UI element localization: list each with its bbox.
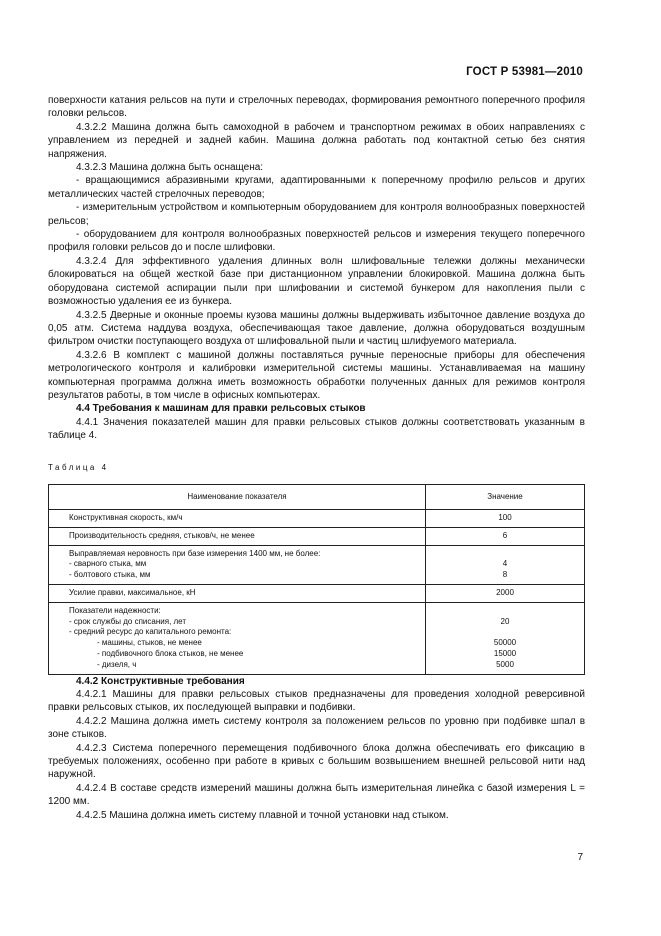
table-cell-value <box>426 602 585 674</box>
table-cell-value: 6 <box>426 527 585 545</box>
row-sublabel: - средний ресурс до капитального ремонта: <box>69 627 232 637</box>
paragraph-4-3-2-6: 4.3.2.6 В комплект с машиной должны поставляться ручные переносные приборы для обеспечения метрологического контроля и калибровки измерительной системы машины. Устанавливаемая на машину компьютерная программа должна иметь возможность обработки полученных данных для режимов контроля результатов работы, в том числе в офисных компьютерах. <box>48 349 585 401</box>
page-number: 7 <box>577 852 583 863</box>
paragraph: поверхности катания рельсов на пути и стрелочных переводах, формирования ремонтного поперечного профиля головки рельсов. <box>48 95 585 120</box>
table-cell-name: Усилие правки, максимальное, кН <box>49 584 426 602</box>
paragraph-4-4-1: 4.4.1 Значения показателей машин для правки рельсовых стыков должны соответствовать указанным в таблице 4. <box>48 416 585 442</box>
paragraph-4-3-2-2: 4.3.2.2 Машина должна быть самоходной в рабочем и транспортном режимах в обоих направлениях с управлением из передней и задней кабин. Машина должна работать под контактной сетью без снятия напряжения. <box>48 121 585 160</box>
table-cell-value: 100 <box>426 509 585 527</box>
paragraph-4-4-2-4: 4.4.2.4 В составе средств измерений машины должна быть измерительная линейка с базой измерения L = 1200 мм. <box>48 782 585 808</box>
list-item: - измерительным устройством и компьютерным оборудованием для контроля волнообразных поверхностей рельсов; <box>48 202 585 227</box>
row-value: 50000 <box>493 638 517 648</box>
paragraph-4-3-2-3: 4.3.2.3 Машина должна быть оснащена: <box>76 162 264 174</box>
table-4 <box>48 484 585 675</box>
list-item: - оборудованием для контроля волнообразных поверхностей рельсов и измерения текущего поперечного профиля головки рельсов до и после шлифовки. <box>48 229 585 254</box>
table-cell-name <box>49 545 426 584</box>
table-row <box>49 584 585 602</box>
paragraph-4-4-2-2: 4.4.2.2 Машина должна иметь систему контроля за положением рельсов по уровню при подбивке шпал в зоне стыков. <box>48 715 585 741</box>
row-sublabel: - подбивочного блока стыков, не менее <box>97 648 244 658</box>
row-value: 5000 <box>496 659 514 669</box>
section-heading-4-4-2: 4.4.2 Конструктивные требования <box>76 675 245 687</box>
paragraph-4-3-2-4: 4.3.2.4 Для эффективного удаления длинных волн шлифовальные тележки должны механически блокироваться на общей жесткой базе при дистанционном управлении блокировкой. Машина должна быть оборудована системой аспирации пыли при шлифовании и системой бункером для накопления пыли с возможностью удаления ее из бункера. <box>48 255 585 308</box>
table-row <box>49 545 585 584</box>
paragraph-4-3-2-5: 4.3.2.5 Дверные и оконные проемы кузова машины должны выдерживать избыточное давление воздуха до 0,05 атм. Система наддува воздуха, обеспечивающая такое давление, должна оборудоваться воздушным фильтром очистки поступающего воздуха от шлифовальной пыли и частиц шлифуемого материала. <box>48 309 585 348</box>
section-heading-4-4: 4.4 Требования к машинам для правки рельсовых стыков <box>76 403 366 415</box>
table-row <box>49 509 585 527</box>
row-sublabel: - дизеля, ч <box>97 659 137 669</box>
paragraph-4-4-2-3: 4.4.2.3 Система поперечного перемещения подбивочного блока должна обеспечивать его фиксацию в требуемых положениях, особенно при работе в кривых с большим возвышением внешней рельсовой нити над наружной. <box>48 742 585 781</box>
table-cell-name: Конструктивная скорость, км/ч <box>49 509 426 527</box>
table-caption: Таблица 4 <box>48 462 109 472</box>
row-value: 8 <box>502 570 508 580</box>
row-value: 20 <box>500 616 510 626</box>
row-sublabel: - болтового стыка, мм <box>69 570 151 580</box>
paragraph-4-4-2-5: 4.4.2.5 Машина должна иметь систему плавной и точной установки над стыком. <box>76 809 449 821</box>
list-item: - вращающимися абразивными кругами, адаптированными к поперечному профилю рельсов и других металлических частей стрелочных переводов; <box>48 175 585 200</box>
paragraph-4-4-2-1: 4.4.2.1 Машины для правки рельсовых стыков предназначены для проведения холодной реверсивной правки рельсовых стыков, их последующей выправки и подбивки. <box>48 688 585 714</box>
row-label: Выправляемая неровность при базе измерения 1400 мм, не более: <box>69 548 321 558</box>
table-row <box>49 527 585 545</box>
table-cell-name <box>49 602 426 674</box>
row-sublabel: - машины, стыков, не менее <box>97 638 202 648</box>
standard-header: ГОСТ Р 53981—2010 <box>466 66 583 78</box>
table-cell-name: Производительность средняя, стыков/ч, не менее <box>49 527 426 545</box>
table-cell-value: 2000 <box>426 584 585 602</box>
row-label: Показатели надежности: <box>69 605 161 615</box>
table-header-row <box>49 484 585 509</box>
column-header-name: Наименование показателя <box>49 484 426 509</box>
row-sublabel: - сварного стыка, мм <box>69 559 147 569</box>
document-body <box>48 94 585 822</box>
row-value: 4 <box>502 559 508 569</box>
row-sublabel: - срок службы до списания, лет <box>69 616 187 626</box>
row-value: 15000 <box>493 648 517 658</box>
column-header-value: Значение <box>426 484 585 509</box>
table-cell-value <box>426 545 585 584</box>
table-row <box>49 602 585 674</box>
